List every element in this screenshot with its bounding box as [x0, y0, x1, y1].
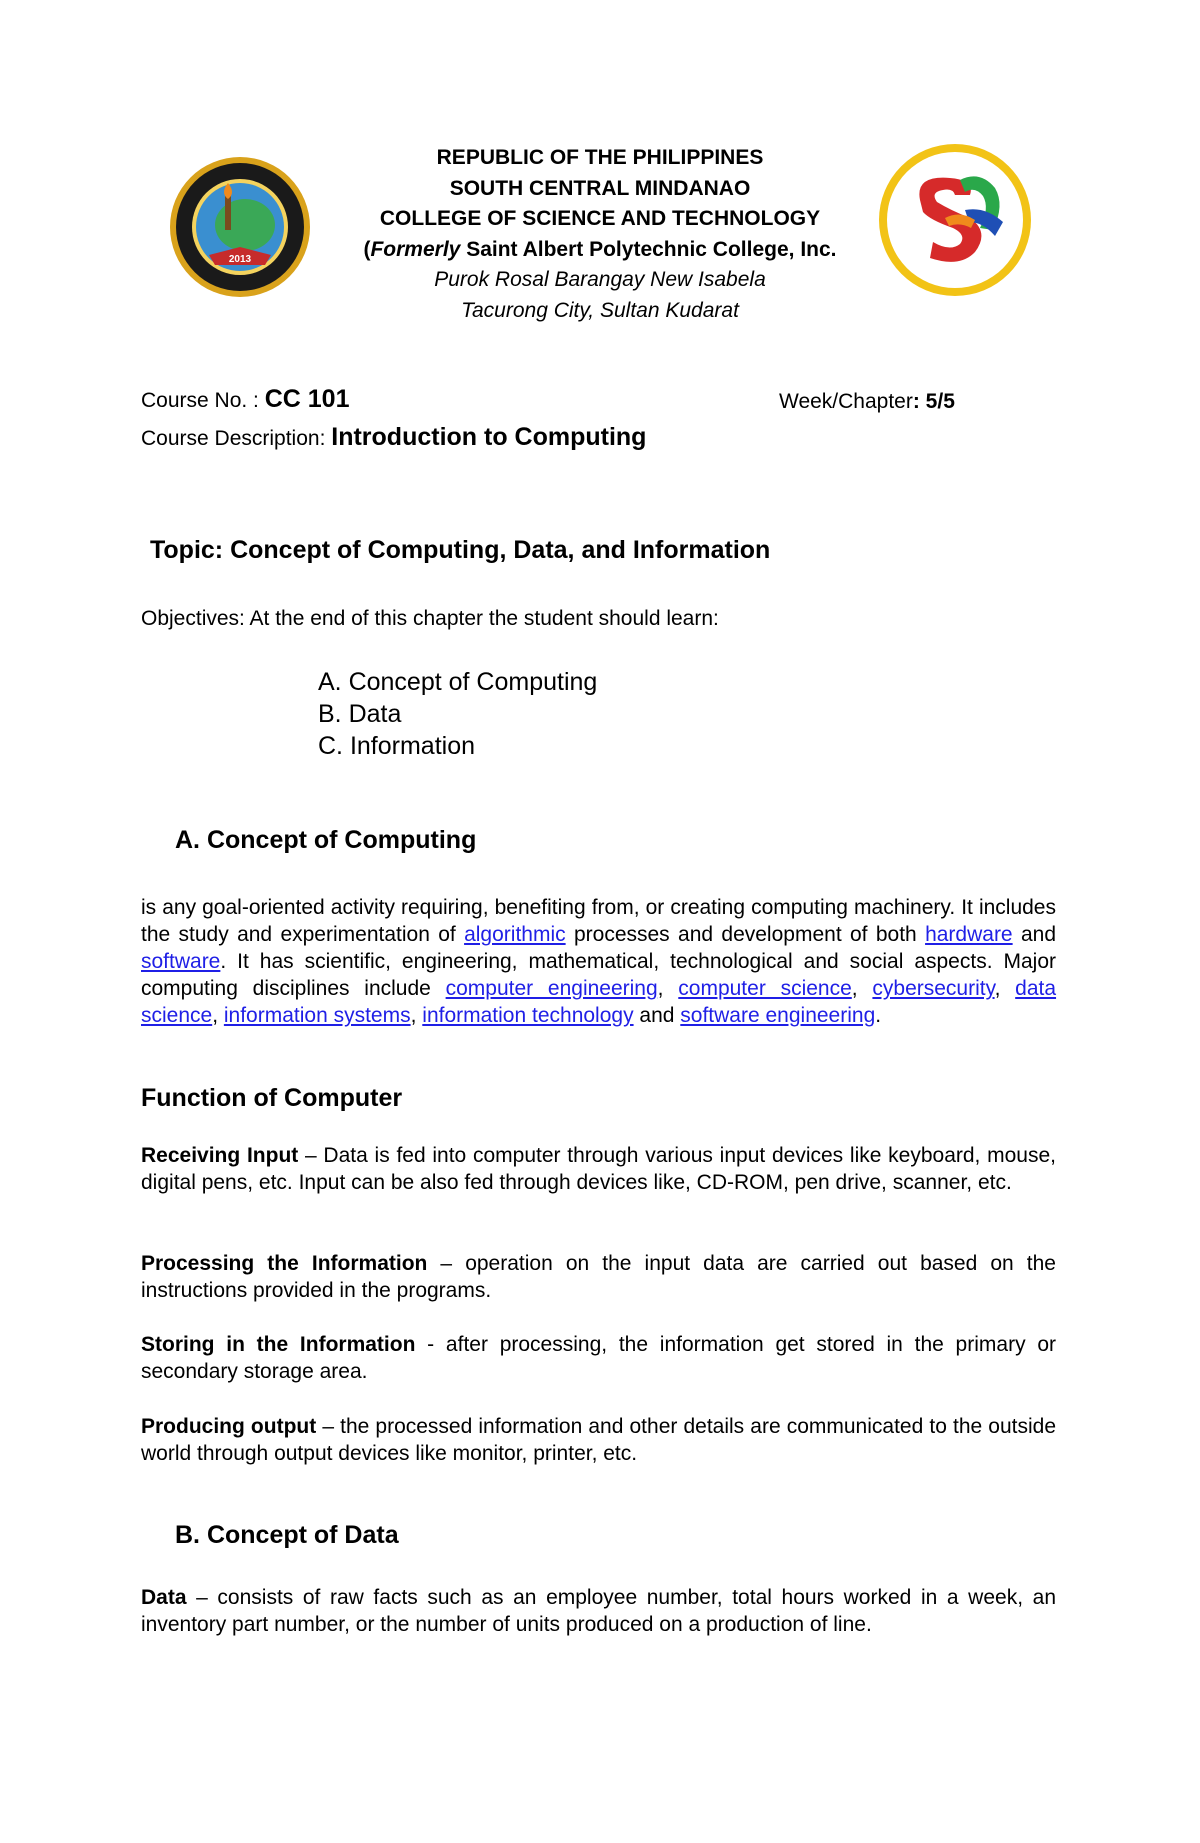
para-text: ,: [851, 977, 873, 1000]
section-b-heading: B. Concept of Data: [175, 1521, 399, 1549]
link-algorithmic[interactable]: algorithmic: [464, 923, 566, 946]
data-text: – consists of raw facts such as an employee number, total hours worked in a week, an inventory part number, or the number of units produced on a production of line.: [141, 1586, 1056, 1636]
header-formerly-open: (: [363, 237, 371, 261]
link-computer-engineering[interactable]: computer engineering: [445, 977, 658, 1000]
objective-item: C. Information: [318, 732, 476, 760]
receiving-input-term: Receiving Input: [141, 1144, 299, 1167]
para-text: ,: [994, 977, 1016, 1000]
course-description-row: [141, 423, 646, 452]
course-description-value: Introduction to Computing: [331, 423, 647, 451]
link-hardware[interactable]: hardware: [925, 923, 1013, 946]
link-software[interactable]: software: [141, 950, 221, 973]
producing-output-text: – the processed information and other details are communicated to the outside world through output devices like monitor, printer, etc.: [141, 1415, 1056, 1465]
link-computer-science[interactable]: computer science: [678, 977, 852, 1000]
objective-item: B. Data: [318, 700, 402, 728]
course-number-row: [141, 385, 349, 414]
link-cybersecurity[interactable]: cybersecurity: [872, 977, 995, 1000]
para-text: .: [875, 1004, 882, 1027]
function-heading: Function of Computer: [141, 1084, 403, 1112]
para-text: ,: [212, 1004, 224, 1027]
processing-text: – operation on the input data are carried out based on the instructions provided in the programs.: [141, 1252, 1056, 1302]
para-text: is any goal-oriented activity requiring, benefiting from, or creating computing machinery. It includes the study and experimentation of: [141, 896, 1056, 946]
seal-year: 2013: [228, 254, 252, 265]
data-term: Data: [141, 1586, 187, 1609]
course-number-value: CC 101: [264, 385, 350, 413]
header-republic: REPUBLIC OF THE PHILIPPINES: [436, 146, 764, 169]
processing-paragraph: [141, 1250, 1056, 1304]
producing-output-term: Producing output: [141, 1415, 317, 1438]
course-number-label: Course No. :: [141, 389, 265, 412]
processing-term: Processing the Information: [141, 1252, 428, 1275]
header-formerly-italic: Formerly: [370, 237, 461, 261]
para-text: ,: [410, 1004, 423, 1027]
producing-output-paragraph: [141, 1413, 1056, 1467]
link-information-systems[interactable]: information systems: [223, 1004, 411, 1027]
header-address-1: Purok Rosal Barangay New Isabela: [434, 268, 766, 291]
header-address-2: Tacurong City, Sultan Kudarat: [461, 298, 739, 322]
course-description-label: Course Description:: [141, 427, 332, 450]
objectives-intro: Objectives: At the end of this chapter the student should learn:: [141, 607, 719, 630]
header-formerly: [300, 235, 900, 266]
header-college: COLLEGE OF SCIENCE AND TECHNOLOGY: [379, 207, 821, 230]
para-text: . It has scientific, engineering, mathematical, technological and social aspects. Major computing disciplines include: [141, 950, 1056, 1000]
link-software-engineering[interactable]: software engineering: [680, 1004, 876, 1027]
week-chapter: [779, 390, 955, 414]
receiving-input-paragraph: [141, 1142, 1056, 1196]
header-formerly-rest: Saint Albert Polytechnic College, Inc.: [460, 237, 837, 261]
storing-paragraph: [141, 1331, 1056, 1385]
storing-text: - after processing, the information get stored in the primary or secondary storage area.: [141, 1333, 1056, 1383]
week-chapter-value: : 5/5: [912, 390, 955, 413]
storing-term: Storing in the Information: [141, 1333, 416, 1356]
objective-item: A. Concept of Computing: [318, 668, 598, 696]
para-text: and: [633, 1004, 681, 1027]
week-chapter-label: Week/Chapter: [779, 390, 913, 413]
concept-of-computing-paragraph: [141, 894, 1056, 1029]
para-text: ,: [657, 977, 679, 1000]
link-data-science[interactable]: data science: [141, 977, 1057, 1027]
header-region: SOUTH CENTRAL MINDANAO: [449, 176, 751, 200]
data-definition-paragraph: [141, 1584, 1056, 1638]
topic-title: Topic: Concept of Computing, Data, and Information: [150, 536, 771, 564]
receiving-input-text: – Data is fed into computer through various input devices like keyboard, mouse, digital pens, etc. Input can be also fed through devices like, CD-ROM, pen drive, scanner, etc.: [141, 1144, 1056, 1194]
institution-header: [300, 143, 900, 326]
objectives-list: [318, 666, 597, 762]
para-text: and: [1012, 923, 1057, 946]
section-a-heading: A. Concept of Computing: [175, 826, 477, 854]
para-text: processes and development of both: [565, 923, 926, 946]
college-seal-logo: [165, 155, 315, 300]
link-information-technology[interactable]: information technology: [422, 1004, 634, 1027]
